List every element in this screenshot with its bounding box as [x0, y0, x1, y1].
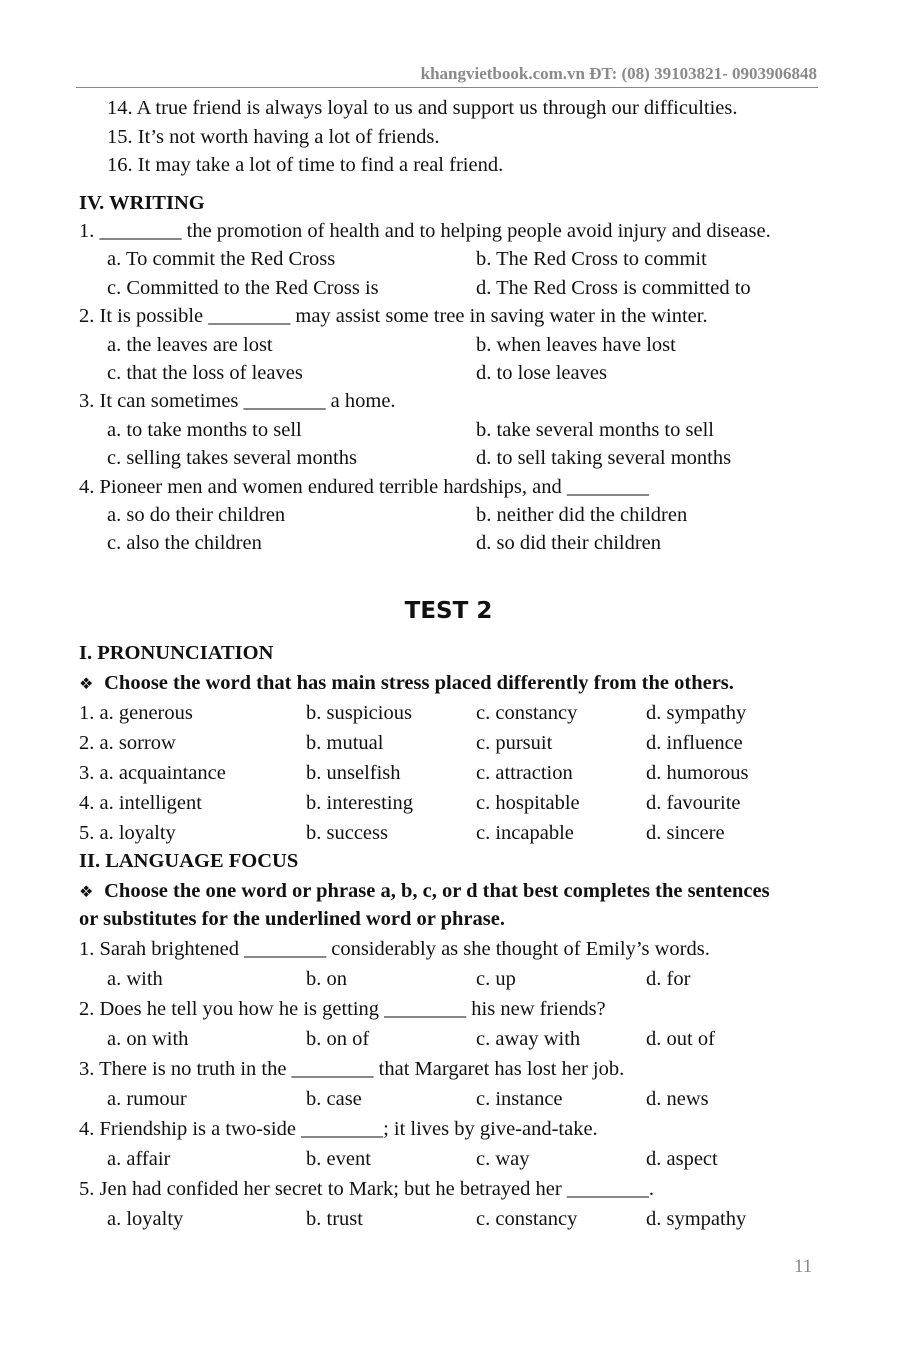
- page-number: 11: [794, 1256, 813, 1277]
- option: d. favourite: [646, 792, 741, 814]
- option: b. interesting: [306, 792, 414, 814]
- option: d. sympathy: [646, 1208, 747, 1230]
- option: a. with: [107, 968, 163, 990]
- option: c. up: [476, 968, 516, 990]
- option: a. so do their children: [107, 504, 286, 526]
- option: d. sincere: [646, 822, 725, 844]
- option: c. attraction: [476, 762, 573, 784]
- option: b. success: [306, 822, 388, 844]
- writing-question-2: 2. It is possible ________ may assist some tree in saving water in the winter.: [79, 305, 708, 327]
- option: d. influence: [646, 732, 743, 754]
- option: a. the leaves are lost: [107, 334, 273, 356]
- language-question-3: 3. There is no truth in the ________ that Margaret has lost her job.: [79, 1058, 625, 1080]
- option: c. also the children: [107, 532, 262, 554]
- option: d. sympathy: [646, 702, 747, 724]
- diamond-bullet-icon: ❖: [79, 882, 94, 901]
- option: d. for: [646, 968, 691, 990]
- option: c. hospitable: [476, 792, 580, 814]
- option: d. so did their children: [476, 532, 662, 554]
- option: c. constancy: [476, 1208, 578, 1230]
- option: c. selling takes several months: [107, 447, 357, 469]
- statement-14: 14. A true friend is always loyal to us and support us through our difficulties.: [107, 97, 738, 119]
- question-option-a: 5. a. loyalty: [79, 822, 176, 844]
- option: a. to take months to sell: [107, 419, 302, 441]
- option: b. take several months to sell: [476, 419, 714, 441]
- option: c. way: [476, 1148, 530, 1170]
- page-header: khangvietbook.com.vn ĐT: (08) 39103821- 0903906848: [420, 64, 817, 83]
- question-option-a: 1. a. generous: [79, 702, 193, 724]
- option: c. instance: [476, 1088, 563, 1110]
- language-instruction: [79, 878, 770, 904]
- option: c. pursuit: [476, 732, 553, 754]
- writing-question-4: 4. Pioneer men and women endured terrible hardships, and ________: [79, 476, 649, 498]
- writing-heading: IV. WRITING: [79, 192, 205, 214]
- option: b. event: [306, 1148, 371, 1170]
- question-option-a: 3. a. acquaintance: [79, 762, 226, 784]
- option: b. unselfish: [306, 762, 401, 784]
- instruction-text: Choose the one word or phrase a, b, c, or d that best completes the sentences: [104, 880, 770, 902]
- option: b. suspicious: [306, 702, 412, 724]
- option: b. trust: [306, 1208, 363, 1230]
- instruction-text: Choose the word that has main stress placed differently from the others.: [104, 672, 734, 694]
- question-option-a: 4. a. intelligent: [79, 792, 202, 814]
- writing-question-3: 3. It can sometimes ________ a home.: [79, 390, 396, 412]
- option: d. The Red Cross is committed to: [476, 277, 751, 299]
- option: a. rumour: [107, 1088, 187, 1110]
- option: d. to lose leaves: [476, 362, 607, 384]
- language-question-2: 2. Does he tell you how he is getting ________ his new friends?: [79, 998, 606, 1020]
- pronunciation-heading: I. PRONUNCIATION: [79, 642, 274, 664]
- option: a. To commit the Red Cross: [107, 248, 336, 270]
- language-focus-heading: II. LANGUAGE FOCUS: [79, 850, 299, 872]
- language-instruction-cont: or substitutes for the underlined word or phrase.: [79, 908, 505, 930]
- option: a. loyalty: [107, 1208, 184, 1230]
- question-option-a: 2. a. sorrow: [79, 732, 176, 754]
- option: a. affair: [107, 1148, 171, 1170]
- option: b. when leaves have lost: [476, 334, 676, 356]
- language-question-5: 5. Jen had confided her secret to Mark; but he betrayed her ________.: [79, 1178, 654, 1200]
- option: c. that the loss of leaves: [107, 362, 303, 384]
- writing-question-1: 1. ________ the promotion of health and to helping people avoid injury and disease.: [79, 220, 771, 242]
- diamond-bullet-icon: ❖: [79, 674, 94, 693]
- option: d. news: [646, 1088, 709, 1110]
- statement-16: 16. It may take a lot of time to find a real friend.: [107, 154, 504, 176]
- language-question-1: 1. Sarah brightened ________ considerably as she thought of Emily’s words.: [79, 938, 710, 960]
- option: b. on of: [306, 1028, 370, 1050]
- option: c. away with: [476, 1028, 581, 1050]
- option: c. Committed to the Red Cross is: [107, 277, 379, 299]
- test-title: TEST 2: [404, 598, 493, 624]
- option: d. to sell taking several months: [476, 447, 732, 469]
- option: d. humorous: [646, 762, 749, 784]
- pronunciation-instruction: [79, 670, 734, 696]
- option: b. mutual: [306, 732, 384, 754]
- option: b. The Red Cross to commit: [476, 248, 707, 270]
- option: c. incapable: [476, 822, 574, 844]
- option: a. on with: [107, 1028, 189, 1050]
- option: b. neither did the children: [476, 504, 688, 526]
- language-question-4: 4. Friendship is a two-side ________; it lives by give-and-take.: [79, 1118, 598, 1140]
- option: c. constancy: [476, 702, 578, 724]
- option: b. case: [306, 1088, 362, 1110]
- statement-15: 15. It’s not worth having a lot of friends.: [107, 126, 440, 148]
- option: d. out of: [646, 1028, 715, 1050]
- header-divider: [76, 87, 818, 88]
- option: b. on: [306, 968, 347, 990]
- option: d. aspect: [646, 1148, 718, 1170]
